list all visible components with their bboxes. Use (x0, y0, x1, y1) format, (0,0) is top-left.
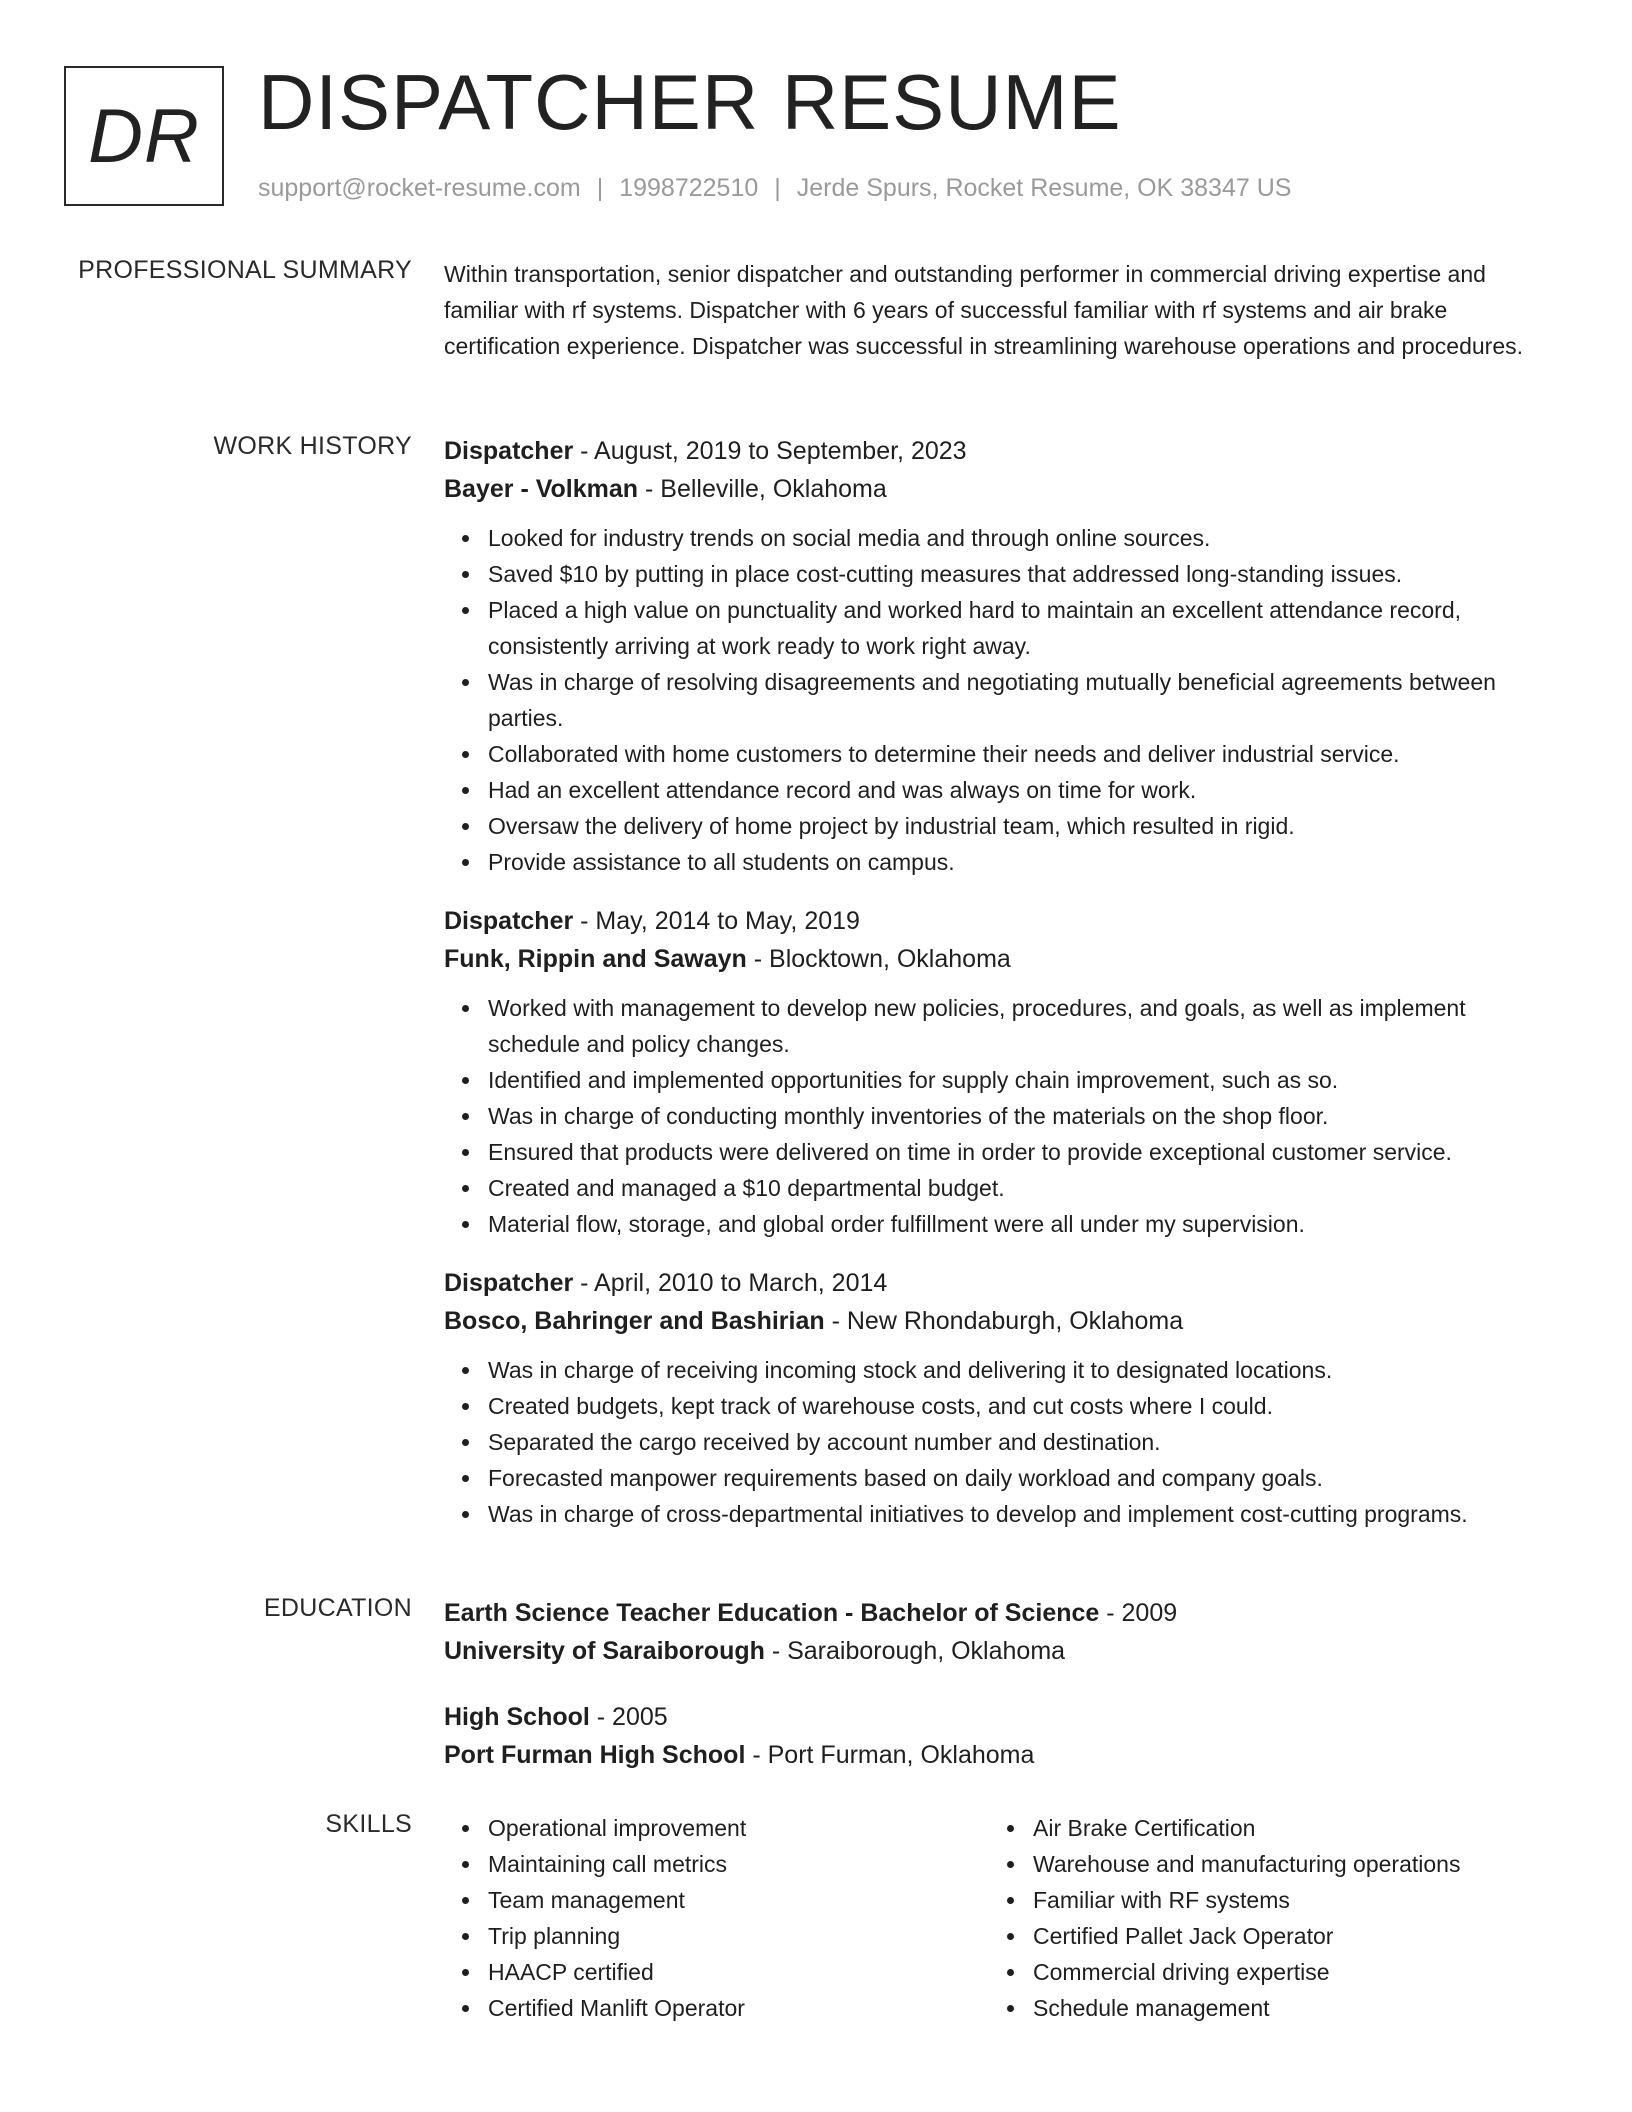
education-entry (444, 1594, 1564, 1670)
contact-email: support@rocket-resume.com (258, 174, 581, 202)
school-line (444, 1736, 1564, 1774)
list-item: Separated the cargo received by account number and destination. (488, 1424, 1564, 1460)
list-item: Created budgets, kept track of warehouse costs, and cut costs where I could. (488, 1388, 1564, 1424)
contact-separator: | (596, 174, 604, 202)
education-body (444, 1594, 1564, 1802)
list-item: Placed a high value on punctuality and worked hard to maintain an excellent attendance record, consistently arriving at work ready to work right away. (488, 592, 1564, 664)
list-item: Identified and implemented opportunities for supply chain improvement, such as so. (488, 1062, 1564, 1098)
skill-item: Certified Pallet Jack Operator (1033, 1918, 1534, 1954)
list-item: Material flow, storage, and global order fulfillment were all under my supervision. (488, 1206, 1564, 1242)
skill-item: Warehouse and manufacturing operations (1033, 1846, 1534, 1882)
skill-item: Maintaining call metrics (488, 1846, 989, 1882)
contact-separator: | (774, 174, 781, 202)
job-duties-list (444, 990, 1564, 1242)
job-location: - New Rhondaburgh, Oklahoma (824, 1307, 1184, 1335)
job-location: - Blocktown, Oklahoma (746, 945, 1011, 973)
list-item: Was in charge of conducting monthly inventories of the materials on the shop floor. (488, 1098, 1564, 1134)
degree-name: Earth Science Teacher Education - Bachelor of Science (444, 1599, 1100, 1627)
job-company-line (444, 1302, 1564, 1340)
school-location: - Saraiborough, Oklahoma (764, 1637, 1066, 1665)
list-item: Provide assistance to all students on campus. (488, 844, 1564, 880)
job-title-line (444, 432, 1564, 470)
list-item: Looked for industry trends on social media and through online sources. (488, 520, 1564, 556)
job-duties-list (444, 1352, 1564, 1532)
job-dates: - May, 2014 to May, 2019 (573, 907, 860, 935)
list-item: Ensured that products were delivered on time in order to provide exceptional customer service. (488, 1134, 1564, 1170)
job-location: - Belleville, Oklahoma (638, 475, 887, 503)
contact-address: Jerde Spurs, Rocket Resume, OK 38347 US (796, 174, 1292, 202)
job-dates: - August, 2019 to September, 2023 (573, 437, 967, 465)
skill-item: Trip planning (488, 1918, 989, 1954)
skills-list (444, 1810, 989, 2026)
job-entry (444, 902, 1564, 1242)
list-item: Was in charge of receiving incoming stock and delivering it to designated locations. (488, 1352, 1564, 1388)
job-title-line (444, 1264, 1564, 1302)
skills-body (444, 1810, 1564, 2026)
list-item: Created and managed a $10 departmental budget. (488, 1170, 1564, 1206)
contact-line (258, 174, 1291, 203)
degree-year: - 2009 (1099, 1599, 1178, 1627)
job-company-line (444, 940, 1564, 978)
contact-phone: 1998722510 (619, 174, 759, 202)
resume-title: DISPATCHER RESUME (258, 58, 1122, 146)
job-dates: - April, 2010 to March, 2014 (573, 1269, 888, 1297)
job-title: Dispatcher (444, 907, 574, 935)
job-title: Dispatcher (444, 1269, 574, 1297)
job-company: Bayer - Volkman (444, 475, 639, 503)
degree-name: High School (444, 1703, 590, 1731)
skill-item: Commercial driving expertise (1033, 1954, 1534, 1990)
degree-year: - 2005 (589, 1703, 668, 1731)
skill-item: Schedule management (1033, 1990, 1534, 2026)
education-entry (444, 1698, 1564, 1774)
initials-text: DR (88, 93, 200, 179)
list-item: Forecasted manpower requirements based on daily workload and company goals. (488, 1460, 1564, 1496)
section-label-education: EDUCATION (263, 1594, 412, 1622)
skill-item: HAACP certified (488, 1954, 989, 1990)
section-label-work-history: WORK HISTORY (213, 432, 412, 460)
skill-item: Operational improvement (488, 1810, 989, 1846)
school-line (444, 1632, 1564, 1670)
job-company-line (444, 470, 1564, 508)
summary-text: Within transportation, senior dispatcher and outstanding performer in commercial driving expertise and familiar with rf systems. Dispatcher with 6 years of successful familiar with rf systems and air brake certification experience. Dispatcher was successful in streamlining warehouse operations and procedures. (444, 261, 1524, 359)
skills-column-right (989, 1810, 1534, 2026)
work-history-body (444, 432, 1564, 1554)
job-company: Funk, Rippin and Sawayn (444, 945, 747, 973)
list-item: Worked with management to develop new policies, procedures, and goals, as well as implement schedule and policy changes. (488, 990, 1564, 1062)
skills-columns (444, 1810, 1564, 2026)
job-entry (444, 1264, 1564, 1532)
job-title: Dispatcher (444, 437, 574, 465)
list-item: Saved $10 by putting in place cost-cutting measures that addressed long-standing issues. (488, 556, 1564, 592)
skill-item: Certified Manlift Operator (488, 1990, 989, 2026)
skills-list (989, 1810, 1534, 2026)
degree-line (444, 1698, 1564, 1736)
job-company: Bosco, Bahringer and Bashirian (444, 1307, 825, 1335)
list-item: Was in charge of resolving disagreements and negotiating mutually beneficial agreements between parties. (488, 664, 1564, 736)
skills-column-left (444, 1810, 989, 2026)
school-location: - Port Furman, Oklahoma (745, 1741, 1035, 1769)
list-item: Collaborated with home customers to determine their needs and deliver industrial service. (488, 736, 1564, 772)
job-entry (444, 432, 1564, 880)
skill-item: Team management (488, 1882, 989, 1918)
school-name: University of Saraiborough (444, 1637, 765, 1665)
list-item: Had an excellent attendance record and was always on time for work. (488, 772, 1564, 808)
school-name: Port Furman High School (444, 1741, 746, 1769)
section-label-summary: PROFESSIONAL SUMMARY (78, 256, 412, 284)
job-duties-list (444, 520, 1564, 880)
skill-item: Familiar with RF systems (1033, 1882, 1534, 1918)
section-label-skills: SKILLS (325, 1810, 412, 1838)
list-item: Was in charge of cross-departmental initiatives to develop and implement cost-cutting programs. (488, 1496, 1564, 1532)
list-item: Oversaw the delivery of home project by industrial team, which resulted in rigid. (488, 808, 1564, 844)
initials-monogram (64, 66, 224, 206)
job-title-line (444, 902, 1564, 940)
skill-item: Air Brake Certification (1033, 1810, 1534, 1846)
degree-line (444, 1594, 1564, 1632)
summary-body (444, 256, 1564, 364)
